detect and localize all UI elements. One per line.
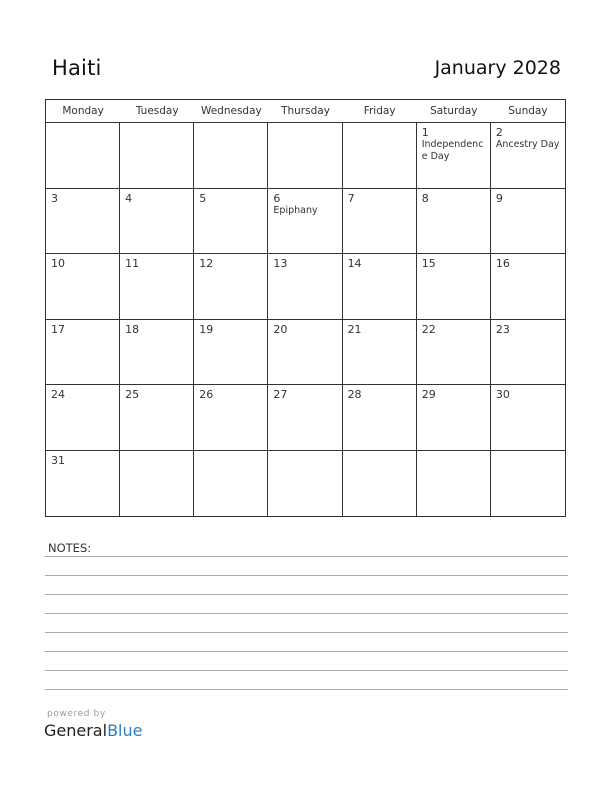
month-year-title: January 2028 <box>434 57 561 79</box>
notes-line <box>45 670 568 671</box>
day-number: 7 <box>347 191 355 205</box>
day-number: 25 <box>125 388 140 401</box>
day-number: 20 <box>273 322 288 336</box>
powered-by-text: powered by <box>47 709 106 719</box>
day-number: 23 <box>495 322 510 336</box>
day-cell[interactable] <box>120 189 194 255</box>
day-number: 6 <box>273 191 281 205</box>
day-cell[interactable] <box>343 123 417 189</box>
weekday-header: Wednesday <box>194 100 268 123</box>
day-cell[interactable] <box>491 320 565 386</box>
day-number: 4 <box>125 191 133 205</box>
day-cell[interactable] <box>268 254 342 320</box>
day-cell[interactable] <box>268 320 342 386</box>
day-number: 12 <box>199 257 214 270</box>
day-cell[interactable] <box>194 320 268 386</box>
day-cell[interactable] <box>417 254 491 320</box>
notes-line <box>45 594 568 595</box>
day-number: 30 <box>495 388 510 401</box>
day-number: 14 <box>347 257 362 270</box>
day-number: 5 <box>199 191 207 205</box>
country-title: Haiti <box>52 56 102 80</box>
weekday-header: Tuesday <box>120 100 194 123</box>
brand-general: General <box>44 721 108 740</box>
day-number: 28 <box>347 388 362 401</box>
notes-line <box>45 632 568 633</box>
day-number: 18 <box>125 322 140 336</box>
day-number: 26 <box>199 388 214 401</box>
day-cell[interactable] <box>417 451 491 517</box>
day-cell[interactable] <box>194 189 268 255</box>
day-cell[interactable] <box>268 385 342 451</box>
day-number: 13 <box>273 257 288 270</box>
day-cell[interactable] <box>491 451 565 517</box>
day-cell[interactable] <box>46 451 120 517</box>
day-cell[interactable] <box>194 451 268 517</box>
day-number: 24 <box>51 388 65 401</box>
day-cell[interactable] <box>46 189 120 255</box>
brand-logo[interactable] <box>44 721 142 740</box>
day-cell[interactable] <box>120 451 194 517</box>
day-number: 22 <box>421 322 436 336</box>
day-number: 3 <box>51 191 58 205</box>
day-cell[interactable] <box>491 189 565 255</box>
day-cell[interactable] <box>194 385 268 451</box>
day-cell[interactable] <box>120 254 194 320</box>
notes-line <box>45 651 568 652</box>
day-number: 16 <box>495 257 510 270</box>
day-number: 11 <box>125 257 140 270</box>
notes-line <box>45 689 568 690</box>
day-cell[interactable] <box>46 123 120 189</box>
day-cell[interactable] <box>120 320 194 386</box>
calendar-grid <box>45 99 566 517</box>
notes-line <box>45 613 568 614</box>
day-number: 8 <box>421 191 429 205</box>
weekday-header: Thursday <box>268 100 342 123</box>
day-cell[interactable] <box>268 189 342 255</box>
day-cell[interactable] <box>417 385 491 451</box>
day-cell[interactable] <box>343 254 417 320</box>
day-cell[interactable] <box>343 385 417 451</box>
day-number: 9 <box>495 191 503 205</box>
day-cell[interactable] <box>46 254 120 320</box>
day-number: 17 <box>51 322 65 336</box>
day-number: 10 <box>51 257 65 270</box>
day-number: 19 <box>199 322 214 336</box>
day-cell[interactable] <box>268 451 342 517</box>
day-cell[interactable] <box>491 385 565 451</box>
weekday-header: Saturday <box>417 100 491 123</box>
weekday-header: Sunday <box>491 100 565 123</box>
day-cell[interactable] <box>194 123 268 189</box>
day-number: 2 <box>495 126 503 139</box>
holiday-label: Ancestry Day <box>495 139 560 150</box>
day-cell[interactable] <box>491 123 565 189</box>
day-cell[interactable] <box>194 254 268 320</box>
day-cell[interactable] <box>417 189 491 255</box>
day-number: 29 <box>421 388 436 401</box>
day-cell[interactable] <box>343 320 417 386</box>
day-cell[interactable] <box>343 451 417 517</box>
notes-line <box>45 575 568 576</box>
notes-line <box>45 556 568 557</box>
day-cell[interactable] <box>417 320 491 386</box>
day-number: 27 <box>273 388 288 401</box>
holiday-label: Epiphany <box>273 204 318 216</box>
day-cell[interactable] <box>120 123 194 189</box>
day-cell[interactable] <box>120 385 194 451</box>
weekday-header: Friday <box>343 100 417 123</box>
day-cell[interactable] <box>46 385 120 451</box>
brand-blue: Blue <box>107 721 143 740</box>
day-cell[interactable] <box>268 123 342 189</box>
notes-label: NOTES: <box>48 541 92 555</box>
day-cell[interactable] <box>343 189 417 255</box>
day-number: 1 <box>421 126 429 139</box>
day-number: 31 <box>51 453 65 467</box>
day-number: 21 <box>347 322 362 336</box>
day-cell[interactable] <box>417 123 491 189</box>
day-cell[interactable] <box>491 254 565 320</box>
day-number: 15 <box>421 257 436 270</box>
weekday-header: Monday <box>46 100 120 123</box>
holiday-label: Independence Day <box>421 139 484 162</box>
day-cell[interactable] <box>46 320 120 386</box>
